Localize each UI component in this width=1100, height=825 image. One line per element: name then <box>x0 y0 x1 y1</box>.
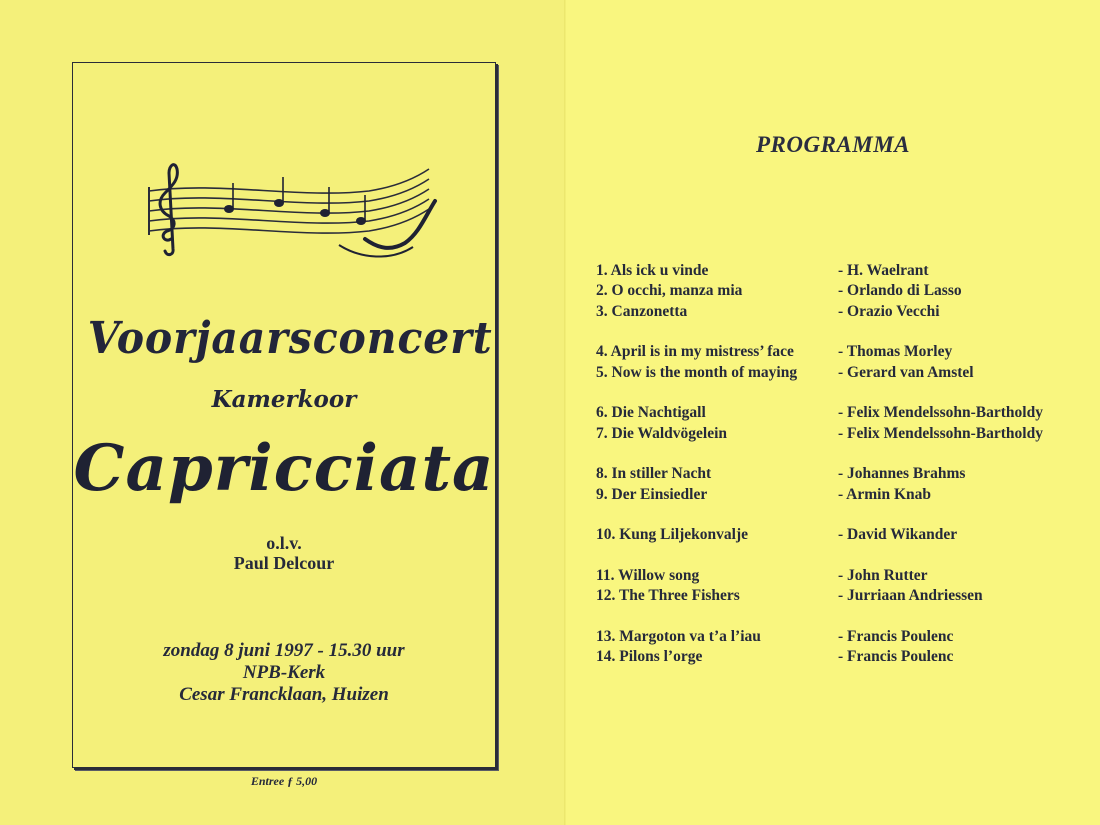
piece-title: 12. The Three Fishers <box>596 587 740 605</box>
conductor-name: Paul Delcour <box>233 553 335 573</box>
piece-title: 14. Pilons l’orge <box>596 648 703 666</box>
piece-title: 9. Der Einsiedler <box>596 485 708 503</box>
programme-item <box>596 586 1096 606</box>
programme-item <box>596 424 1096 444</box>
piece-title: 1. Als ick u vinde <box>596 262 709 279</box>
concert-title: Voorjaarsconcert <box>87 313 493 364</box>
composer-name: - Johannes Brahms <box>838 465 966 483</box>
programme-item <box>596 566 1096 586</box>
piece-title: 7. Die Waldvögelein <box>596 424 728 442</box>
piece-title: 2. O occhi, manza mia <box>596 282 743 300</box>
programme-item <box>596 261 1096 281</box>
choir-name: Capricciata <box>73 431 495 506</box>
conductor-prefix: o.l.v. <box>266 533 302 553</box>
piece-title: 11. Willow song <box>596 566 700 584</box>
composer-name: - John Rutter <box>838 566 928 584</box>
piece-title: 5. Now is the month of maying <box>596 363 798 381</box>
piece-title: 10. Kung Liljekonvalje <box>596 526 749 544</box>
cover-border-frame <box>72 62 496 788</box>
programme-item <box>596 363 1096 383</box>
programme-item <box>596 627 1096 647</box>
piece-title: 3. Canzonetta <box>596 302 688 320</box>
event-address: Cesar Francklaan, Huizen <box>179 684 389 705</box>
composer-name: - David Wikander <box>838 526 958 544</box>
composer-name: - H. Waelrant <box>838 262 929 279</box>
composer-name: - Felix Mendelssohn-Bartholdy <box>838 424 1043 442</box>
event-date-time: zondag 8 juni 1997 - 15.30 uur <box>163 640 405 661</box>
programme-item <box>596 647 1096 667</box>
composer-name: - Francis Poulenc <box>838 648 954 666</box>
composer-name: - Orazio Vecchi <box>838 302 940 320</box>
programme-item <box>596 342 1096 362</box>
programme-item <box>596 302 1096 322</box>
programme-item <box>596 485 1096 505</box>
programme-item <box>596 281 1096 301</box>
programme-item <box>596 464 1096 484</box>
composer-name: - Gerard van Amstel <box>838 363 974 381</box>
programme-item <box>596 403 1096 423</box>
event-venue: NPB-Kerk <box>242 662 326 683</box>
composer-name: - Armin Knab <box>838 485 932 503</box>
composer-name: - Orlando di Lasso <box>838 282 962 300</box>
piece-title: 6. Die Nachtigall <box>596 404 706 422</box>
programme-item <box>596 525 1096 545</box>
piece-title: 13. Margoton va t’a l’iau <box>596 627 761 645</box>
music-staff-icon <box>129 121 439 261</box>
composer-name: - Thomas Morley <box>838 343 953 361</box>
programme-page <box>566 0 1100 825</box>
composer-name: - Francis Poulenc <box>838 627 954 645</box>
piece-title: 4. April is in my mistress’ face <box>596 343 794 361</box>
piece-title: 8. In stiller Nacht <box>596 465 712 483</box>
programme-heading: PROGRAMMA <box>755 132 911 157</box>
choir-label: Kamerkoor <box>211 386 357 413</box>
composer-name: - Jurriaan Andriessen <box>838 587 983 605</box>
programme-list <box>596 261 1096 668</box>
composer-name: - Felix Mendelssohn-Bartholdy <box>838 404 1043 422</box>
entrance-price: Entree ƒ 5,00 <box>250 774 318 788</box>
